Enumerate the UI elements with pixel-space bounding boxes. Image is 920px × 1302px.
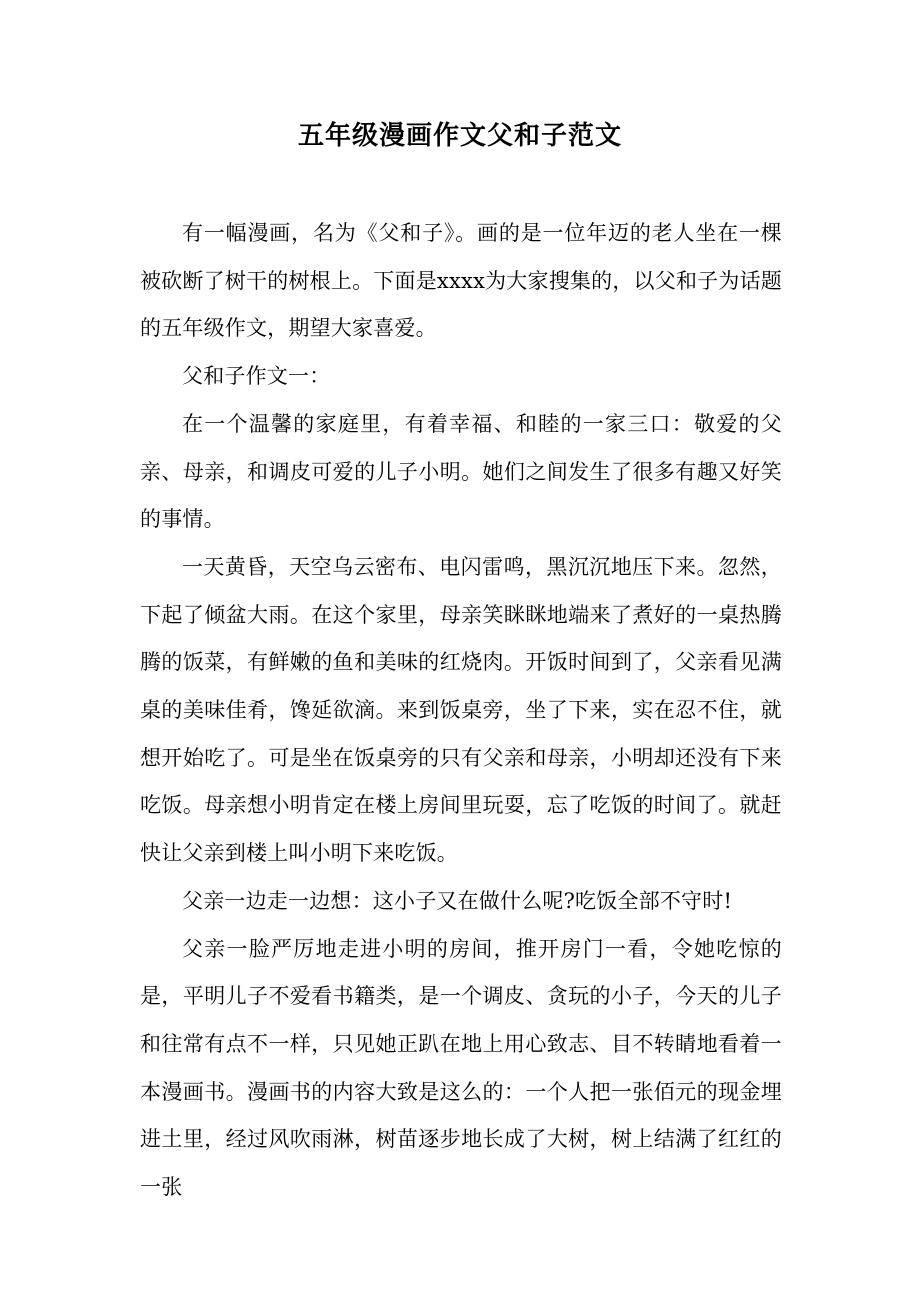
page-title: 五年级漫画作文父和子范文 xyxy=(297,121,622,151)
paragraph-comic-book: 父亲一脸严厉地走进小明的房间，推开房门一看，令她吃惊的是，平明儿子不爱看书籍类，是一个调皮、贪玩的小子，今天的儿子和往常有点不一样，只见她正趴在地上用心致志、目不转睛地看着一本漫画书。漫画书的内容大致是这么的：一个人把一张佰元的现金埋进土里，经过风吹雨淋，树苗逐步地长成了大树，树上结满了红红的一张 xyxy=(140,936,782,1200)
paragraph-dinner: 一天黄昏，天空乌云密布、电闪雷鸣，黑沉沉地压下来。忽然，下起了倾盆大雨。在这个家里，母亲笑眯眯地端来了煮好的一桌热腾腾的饭菜，有鲜嫩的鱼和美味的红烧肉。开饭时间到了，父亲看见满桌的美味佳肴，馋延欲滴。来到饭桌旁，坐了下来，实在忍不住，就想开始吃了。可是坐在饭桌旁的只有父亲和母亲，小明却还没有下来吃饭。母亲想小明肯定在楼上房间里玩耍，忘了吃饭的时间了。就赶快让父亲到楼上叫小明下来吃饭。 xyxy=(140,554,782,866)
document-body xyxy=(140,210,782,1212)
paragraph-heading-essay-one: 父和子作文一： xyxy=(182,364,331,389)
paragraph-intro: 有一幅漫画，名为《父和子》。画的是一位年迈的老人坐在一棵被砍断了树干的树根上。下面是xxxx为大家搜集的，以父和子为话题的五年级作文，期望大家喜爱。 xyxy=(140,221,782,341)
paragraph-family: 在一个温馨的家庭里，有着幸福、和睦的一家三口：敬爱的父亲、母亲，和调皮可爱的儿子小明。她们之间发生了很多有趣又好笑的事情。 xyxy=(140,411,782,532)
paragraph-father-thinks: 父亲一边走一边想：这小子又在做什么呢?吃饭全部不守时! xyxy=(182,888,733,913)
